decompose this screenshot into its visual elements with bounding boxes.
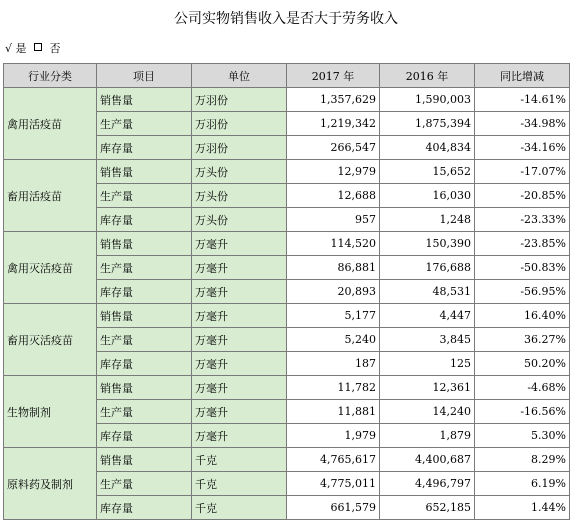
unit-cell: 万毫升 xyxy=(192,328,287,352)
item-cell: 销售量 xyxy=(97,376,192,400)
unit-cell: 万头份 xyxy=(192,184,287,208)
sales-vs-service-indicator xyxy=(5,41,61,57)
yoy-change-cell: 50.20% xyxy=(475,352,570,376)
yoy-change-cell: -4.68% xyxy=(475,376,570,400)
yoy-change-cell: -23.33% xyxy=(475,208,570,232)
value-2016-cell: 4,400,687 xyxy=(380,448,475,472)
no-option-label: 否 xyxy=(49,42,61,55)
unit-cell: 万羽份 xyxy=(192,136,287,160)
unit-cell: 万毫升 xyxy=(192,304,287,328)
item-cell: 销售量 xyxy=(97,160,192,184)
item-cell: 库存量 xyxy=(97,280,192,304)
unit-cell: 万毫升 xyxy=(192,256,287,280)
unit-cell: 万毫升 xyxy=(192,400,287,424)
value-2016-cell: 4,447 xyxy=(380,304,475,328)
item-cell: 库存量 xyxy=(97,496,192,520)
unit-cell: 万头份 xyxy=(192,160,287,184)
value-2017-cell: 11,881 xyxy=(287,400,380,424)
value-2017-cell: 4,765,617 xyxy=(287,448,380,472)
value-2017-cell: 11,782 xyxy=(287,376,380,400)
value-2017-cell: 661,579 xyxy=(287,496,380,520)
yoy-change-cell: -23.85% xyxy=(475,232,570,256)
value-2016-cell: 1,590,003 xyxy=(380,88,475,112)
value-2016-cell: 652,185 xyxy=(380,496,475,520)
table-row xyxy=(4,448,570,472)
table-row xyxy=(4,88,570,112)
value-2017-cell: 114,520 xyxy=(287,232,380,256)
yoy-change-cell: -14.61% xyxy=(475,88,570,112)
table-row xyxy=(4,304,570,328)
value-2016-cell: 14,240 xyxy=(380,400,475,424)
yoy-change-cell: 6.19% xyxy=(475,472,570,496)
value-2017-cell: 957 xyxy=(287,208,380,232)
unit-cell: 万头份 xyxy=(192,208,287,232)
item-cell: 生产量 xyxy=(97,328,192,352)
item-cell: 生产量 xyxy=(97,256,192,280)
production-sales-table xyxy=(3,63,570,520)
yoy-change-cell: -16.56% xyxy=(475,400,570,424)
yoy-change-cell: 8.29% xyxy=(475,448,570,472)
unit-cell: 万羽份 xyxy=(192,88,287,112)
value-2016-cell: 4,496,797 xyxy=(380,472,475,496)
unit-cell: 千克 xyxy=(192,496,287,520)
checkmark-icon: √ xyxy=(5,42,13,55)
item-cell: 销售量 xyxy=(97,88,192,112)
item-cell: 库存量 xyxy=(97,136,192,160)
yoy-change-cell: -34.16% xyxy=(475,136,570,160)
unit-cell: 万毫升 xyxy=(192,352,287,376)
table-header-row xyxy=(4,64,570,88)
yoy-change-cell: -50.83% xyxy=(475,256,570,280)
industry-category-cell: 畜用灭活疫苗 xyxy=(4,304,97,376)
table-row xyxy=(4,160,570,184)
header-item: 项目 xyxy=(97,64,192,88)
checkbox-icon xyxy=(34,43,42,51)
value-2016-cell: 15,652 xyxy=(380,160,475,184)
value-2016-cell: 1,248 xyxy=(380,208,475,232)
value-2016-cell: 125 xyxy=(380,352,475,376)
yoy-change-cell: 16.40% xyxy=(475,304,570,328)
industry-category-cell: 禽用活疫苗 xyxy=(4,88,97,160)
item-cell: 库存量 xyxy=(97,208,192,232)
value-2016-cell: 12,361 xyxy=(380,376,475,400)
item-cell: 生产量 xyxy=(97,184,192,208)
header-2016: 2016 年 xyxy=(380,64,475,88)
item-cell: 销售量 xyxy=(97,448,192,472)
value-2017-cell: 4,775,011 xyxy=(287,472,380,496)
header-2017: 2017 年 xyxy=(287,64,380,88)
header-yoy-change: 同比增减 xyxy=(475,64,570,88)
item-cell: 销售量 xyxy=(97,304,192,328)
unit-cell: 千克 xyxy=(192,448,287,472)
industry-category-cell: 生物制剂 xyxy=(4,376,97,448)
table-row xyxy=(4,376,570,400)
value-2017-cell: 5,177 xyxy=(287,304,380,328)
unit-cell: 千克 xyxy=(192,472,287,496)
page-title: 公司实物销售收入是否大于劳务收入 xyxy=(174,11,398,27)
value-2016-cell: 16,030 xyxy=(380,184,475,208)
header-unit: 单位 xyxy=(192,64,287,88)
value-2017-cell: 86,881 xyxy=(287,256,380,280)
table-body xyxy=(4,88,570,520)
value-2017-cell: 20,893 xyxy=(287,280,380,304)
yoy-change-cell: 36.27% xyxy=(475,328,570,352)
item-cell: 库存量 xyxy=(97,424,192,448)
yoy-change-cell: 1.44% xyxy=(475,496,570,520)
value-2016-cell: 1,879 xyxy=(380,424,475,448)
value-2017-cell: 12,688 xyxy=(287,184,380,208)
industry-category-cell: 原料药及制剂 xyxy=(4,448,97,520)
item-cell: 生产量 xyxy=(97,112,192,136)
yes-option-label: 是 xyxy=(15,42,27,55)
value-2016-cell: 404,834 xyxy=(380,136,475,160)
unit-cell: 万毫升 xyxy=(192,424,287,448)
yoy-change-cell: -20.85% xyxy=(475,184,570,208)
value-2016-cell: 1,875,394 xyxy=(380,112,475,136)
value-2016-cell: 3,845 xyxy=(380,328,475,352)
value-2017-cell: 12,979 xyxy=(287,160,380,184)
value-2016-cell: 150,390 xyxy=(380,232,475,256)
value-2017-cell: 5,240 xyxy=(287,328,380,352)
value-2017-cell: 187 xyxy=(287,352,380,376)
yoy-change-cell: -17.07% xyxy=(475,160,570,184)
table-row xyxy=(4,232,570,256)
item-cell: 库存量 xyxy=(97,352,192,376)
unit-cell: 万毫升 xyxy=(192,280,287,304)
item-cell: 销售量 xyxy=(97,232,192,256)
value-2017-cell: 1,219,342 xyxy=(287,112,380,136)
value-2016-cell: 176,688 xyxy=(380,256,475,280)
industry-category-cell: 畜用活疫苗 xyxy=(4,160,97,232)
value-2016-cell: 48,531 xyxy=(380,280,475,304)
item-cell: 生产量 xyxy=(97,400,192,424)
header-industry: 行业分类 xyxy=(4,64,97,88)
item-cell: 生产量 xyxy=(97,472,192,496)
industry-category-cell: 禽用灭活疫苗 xyxy=(4,232,97,304)
yoy-change-cell: 5.30% xyxy=(475,424,570,448)
unit-cell: 万毫升 xyxy=(192,376,287,400)
unit-cell: 万羽份 xyxy=(192,112,287,136)
value-2017-cell: 266,547 xyxy=(287,136,380,160)
yoy-change-cell: -56.95% xyxy=(475,280,570,304)
value-2017-cell: 1,357,629 xyxy=(287,88,380,112)
unit-cell: 万毫升 xyxy=(192,232,287,256)
value-2017-cell: 1,979 xyxy=(287,424,380,448)
yoy-change-cell: -34.98% xyxy=(475,112,570,136)
